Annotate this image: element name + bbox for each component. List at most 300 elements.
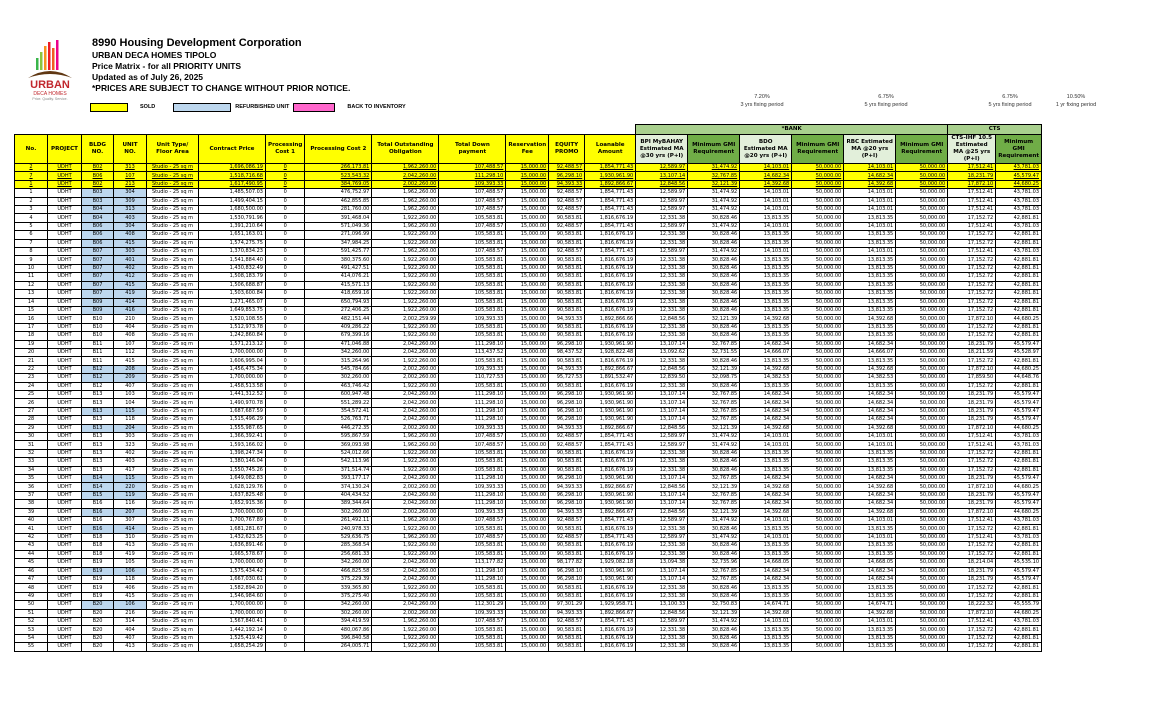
table-row[interactable] — [15, 399, 1042, 407]
table-cell: 14,682.34 — [740, 500, 792, 508]
table-cell: UDHT — [48, 643, 82, 651]
table-cell: 1,700,000.00 — [199, 559, 266, 567]
table-row[interactable] — [15, 172, 1042, 180]
table-cell: 50,000.00 — [896, 164, 948, 172]
table-cell: 90,583.81 — [549, 592, 585, 600]
table-row[interactable] — [15, 180, 1042, 188]
table-cell: 1,816,676.19 — [585, 449, 636, 457]
table-cell: B20 — [82, 617, 114, 625]
table-cell: 13,813.35 — [844, 281, 896, 289]
table-cell: 32,121.39 — [688, 483, 740, 491]
table-cell: 24 — [15, 382, 48, 390]
table-cell: Studio - 25 sq m — [147, 264, 199, 272]
table-cell: UDHT — [48, 508, 82, 516]
table-cell: 8 — [15, 248, 48, 256]
table-cell: 1,503,600.84 — [199, 290, 266, 298]
table-cell: 403 — [114, 458, 147, 466]
table-cell: 1,854,771.43 — [585, 206, 636, 214]
table-cell: 1,962,260.00 — [372, 189, 439, 197]
table-cell: 1,930,961.90 — [585, 340, 636, 348]
table-cell: 107,488.57 — [439, 617, 506, 625]
table-cell: B15 — [82, 491, 114, 499]
table-cell: B19 — [82, 567, 114, 575]
table-cell: 571,049.36 — [305, 222, 372, 230]
table-cell: 50,000.00 — [896, 416, 948, 424]
table-cell: B13 — [82, 424, 114, 432]
table-cell: 37 — [15, 491, 48, 499]
table-row[interactable] — [15, 508, 1042, 516]
table-cell: UDHT — [48, 222, 82, 230]
table-row[interactable] — [15, 525, 1042, 533]
table-row[interactable] — [15, 491, 1042, 499]
table-cell: 1,490,970.78 — [199, 399, 266, 407]
table-row[interactable] — [15, 475, 1042, 483]
table-cell: 13,813.35 — [844, 298, 896, 306]
table-cell: 119 — [114, 491, 147, 499]
table-cell: 1,962,260.00 — [372, 206, 439, 214]
table-cell: 32,121.39 — [688, 424, 740, 432]
table-cell: 1,962,260.00 — [372, 433, 439, 441]
table-row[interactable] — [15, 382, 1042, 390]
table-cell: 96,298.10 — [549, 500, 585, 508]
table-cell: 107,488.57 — [439, 164, 506, 172]
table-row[interactable] — [15, 575, 1042, 583]
table-row[interactable] — [15, 231, 1042, 239]
column-header: Reservation Fee — [506, 135, 549, 164]
table-cell: B13 — [82, 449, 114, 457]
table-row[interactable] — [15, 340, 1042, 348]
table-cell: 12,589.97 — [636, 248, 688, 256]
table-cell: 18,214.04 — [948, 559, 996, 567]
table-cell: 13,813.35 — [740, 634, 792, 642]
table-cell: 1,930,961.90 — [585, 390, 636, 398]
table-cell: 50,000.00 — [896, 239, 948, 247]
table-cell: 92,488.57 — [549, 433, 585, 441]
table-cell: Studio - 25 sq m — [147, 172, 199, 180]
table-row[interactable] — [15, 239, 1042, 247]
table-cell: 30,828.46 — [688, 449, 740, 457]
table-cell: 17,152.72 — [948, 449, 996, 457]
table-cell: 13,813.35 — [740, 273, 792, 281]
table-cell: 15,000.00 — [506, 416, 549, 424]
table-cell: UDHT — [48, 533, 82, 541]
table-cell: Studio - 25 sq m — [147, 281, 199, 289]
table-cell: Studio - 25 sq m — [147, 248, 199, 256]
table-cell: 43,781.03 — [996, 248, 1042, 256]
table-cell: 42,881.81 — [996, 332, 1042, 340]
table-row[interactable] — [15, 306, 1042, 314]
table-row[interactable] — [15, 609, 1042, 617]
table-row[interactable] — [15, 441, 1042, 449]
table-cell: 15,000.00 — [506, 197, 549, 205]
table-cell: B19 — [82, 592, 114, 600]
table-row[interactable] — [15, 323, 1042, 331]
table-row[interactable] — [15, 416, 1042, 424]
legend-label-back-to-inventory: BACK TO INVENTORY — [347, 104, 406, 110]
table-cell: 1,930,961.90 — [585, 399, 636, 407]
table-cell: 105,583.81 — [439, 231, 506, 239]
table-cell: 15,000.00 — [506, 500, 549, 508]
table-row[interactable] — [15, 332, 1042, 340]
table-cell: 15,000.00 — [506, 601, 549, 609]
table-cell: 15,000.00 — [506, 550, 549, 558]
table-cell: 90,583.81 — [549, 643, 585, 651]
table-cell: B12 — [82, 382, 114, 390]
table-cell: 50,000.00 — [792, 416, 844, 424]
table-cell: 1,962,260.00 — [372, 533, 439, 541]
table-row[interactable] — [15, 517, 1042, 525]
table-cell: 419 — [114, 290, 147, 298]
table-cell: 1,816,676.19 — [585, 542, 636, 550]
table-cell: 96,298.10 — [549, 575, 585, 583]
table-cell: B13 — [82, 407, 114, 415]
table-row[interactable] — [15, 248, 1042, 256]
table-cell: 1,930,961.90 — [585, 475, 636, 483]
table-row[interactable] — [15, 617, 1042, 625]
table-cell: 0 — [266, 508, 305, 516]
table-cell: 14,392.68 — [844, 609, 896, 617]
table-cell: 17,872.10 — [948, 508, 996, 516]
table-cell: Studio - 25 sq m — [147, 416, 199, 424]
column-header: Loanable Amount — [585, 135, 636, 164]
table-cell: 1,922,260.00 — [372, 214, 439, 222]
table-cell: 13,813.35 — [740, 290, 792, 298]
table-cell: 50,000.00 — [896, 390, 948, 398]
table-cell: 1,636,891.46 — [199, 542, 266, 550]
table-cell: 30,828.46 — [688, 264, 740, 272]
column-header: CTS-IHF 10.5 Estimated MA @25 yrs (P+I) — [948, 135, 996, 164]
table-cell: Studio - 25 sq m — [147, 231, 199, 239]
table-cell: 16 — [15, 315, 48, 323]
table-row[interactable] — [15, 433, 1042, 441]
table-cell: 30,828.46 — [688, 550, 740, 558]
table-cell: 50,000.00 — [896, 475, 948, 483]
table-row[interactable] — [15, 424, 1042, 432]
table-cell: 109,393.33 — [439, 609, 506, 617]
table-cell: 50,000.00 — [792, 634, 844, 642]
table-cell: B13 — [82, 441, 114, 449]
table-row[interactable] — [15, 298, 1042, 306]
table-cell: 18,231.79 — [948, 475, 996, 483]
table-row[interactable] — [15, 197, 1042, 205]
table-cell: 18,231.79 — [948, 567, 996, 575]
table-cell: 1,700,767.89 — [199, 517, 266, 525]
table-cell: 1,366,392.41 — [199, 433, 266, 441]
table-cell: 50,000.00 — [896, 626, 948, 634]
table-cell: 50,000.00 — [792, 441, 844, 449]
table-cell: UDHT — [48, 348, 82, 356]
table-cell: 30,828.46 — [688, 542, 740, 550]
table-cell: 92,488.57 — [549, 248, 585, 256]
table-cell: 17,152.72 — [948, 239, 996, 247]
rate-bpi: 7.20% 3 yrs fixing period — [740, 94, 784, 108]
table-cell: 111,298.10 — [439, 172, 506, 180]
table-cell: 17,872.10 — [948, 483, 996, 491]
table-cell: 105,583.81 — [439, 634, 506, 642]
table-row[interactable] — [15, 542, 1042, 550]
table-row[interactable] — [15, 601, 1042, 609]
table-cell: 12,331.38 — [636, 239, 688, 247]
table-cell: 207 — [114, 508, 147, 516]
column-header: BLDG NO. — [82, 135, 114, 164]
table-row[interactable] — [15, 214, 1042, 222]
table-cell: 1,541,884.40 — [199, 256, 266, 264]
column-header: Unit Type/ Floor Area — [147, 135, 199, 164]
table-cell: 12,331.38 — [636, 281, 688, 289]
table-cell: B03 — [82, 197, 114, 205]
project-name: URBAN DECA HOMES TIPOLO — [92, 50, 217, 60]
table-row[interactable] — [15, 390, 1042, 398]
table-cell: 50,000.00 — [896, 264, 948, 272]
table-cell: 50,000.00 — [896, 567, 948, 575]
table-cell: 551,289.22 — [305, 399, 372, 407]
table-cell: 17,512.41 — [948, 248, 996, 256]
table-row[interactable] — [15, 533, 1042, 541]
table-cell: 107,488.57 — [439, 433, 506, 441]
table-cell: 32,121.39 — [688, 508, 740, 516]
table-cell: 17,872.10 — [948, 424, 996, 432]
table-cell: 393,177.17 — [305, 475, 372, 483]
table-cell: 384,769.05 — [305, 180, 372, 188]
table-cell: 13,813.35 — [740, 323, 792, 331]
table-cell: 104 — [114, 399, 147, 407]
table-cell: 41 — [15, 525, 48, 533]
table-cell: 1,816,676.19 — [585, 525, 636, 533]
table-cell: UDHT — [48, 441, 82, 449]
rate-cts: 10.50% 1 yr fixing period — [1055, 94, 1097, 108]
table-cell: 1,854,771.43 — [585, 222, 636, 230]
table-cell: 50,000.00 — [792, 189, 844, 197]
table-cell: 374,130.24 — [305, 483, 372, 491]
table-cell: 50,000.00 — [792, 575, 844, 583]
table-cell: 50,000.00 — [792, 273, 844, 281]
table-cell: 415 — [114, 592, 147, 600]
table-cell: 15 — [15, 306, 48, 314]
table-cell: Studio - 25 sq m — [147, 357, 199, 365]
table-cell: 106 — [114, 567, 147, 575]
table-cell: 50,000.00 — [896, 222, 948, 230]
table-cell: UDHT — [48, 256, 82, 264]
table-cell: 42,881.81 — [996, 458, 1042, 466]
table-cell: 17,152.72 — [948, 357, 996, 365]
table-row[interactable] — [15, 189, 1042, 197]
table-cell: 42,881.81 — [996, 542, 1042, 550]
table-cell: UDHT — [48, 449, 82, 457]
table-cell: Studio - 25 sq m — [147, 222, 199, 230]
table-row[interactable] — [15, 374, 1042, 382]
table-cell: 1,922,260.00 — [372, 449, 439, 457]
table-row[interactable] — [15, 559, 1042, 567]
table-cell: 13,813.35 — [844, 584, 896, 592]
table-cell: 43,781.03 — [996, 533, 1042, 541]
table-cell: 14,666.07 — [740, 348, 792, 356]
table-cell: 1,854,771.43 — [585, 533, 636, 541]
table-row[interactable] — [15, 550, 1042, 558]
table-cell: 2,002,260.00 — [372, 609, 439, 617]
table-cell: 1,962,260.00 — [372, 197, 439, 205]
table-cell: 369,093.98 — [305, 441, 372, 449]
table-cell: 0 — [266, 491, 305, 499]
table-cell: 27 — [15, 407, 48, 415]
table-cell: 111,298.10 — [439, 491, 506, 499]
table-cell: 109,393.33 — [439, 315, 506, 323]
table-cell: 1,816,676.19 — [585, 290, 636, 298]
table-cell: 261,492.11 — [305, 517, 372, 525]
table-cell: Studio - 25 sq m — [147, 542, 199, 550]
table-cell: 7 — [15, 239, 48, 247]
table-cell: UDHT — [48, 466, 82, 474]
table-row[interactable] — [15, 626, 1042, 634]
table-cell: 113,177.82 — [439, 559, 506, 567]
table-cell: 13,813.35 — [740, 458, 792, 466]
table-cell: 13,107.14 — [636, 500, 688, 508]
table-cell: 14,682.34 — [844, 172, 896, 180]
table-row[interactable] — [15, 365, 1042, 373]
table-cell: 17,512.41 — [948, 533, 996, 541]
table-cell: 0 — [266, 424, 305, 432]
table-cell: 94,393.33 — [549, 315, 585, 323]
table-row[interactable] — [15, 281, 1042, 289]
table-row[interactable] — [15, 290, 1042, 298]
table-cell: 32,767.85 — [688, 500, 740, 508]
table-cell: 50,000.00 — [896, 256, 948, 264]
table-cell: 107,488.57 — [439, 441, 506, 449]
table-row[interactable] — [15, 222, 1042, 230]
table-row[interactable] — [15, 643, 1042, 651]
table-cell: 105,583.81 — [439, 542, 506, 550]
table-row[interactable] — [15, 449, 1042, 457]
table-cell: 12,589.97 — [636, 517, 688, 525]
table-row[interactable] — [15, 256, 1042, 264]
table-row[interactable] — [15, 634, 1042, 642]
table-row[interactable] — [15, 264, 1042, 272]
table-cell: 50,000.00 — [896, 424, 948, 432]
table-row[interactable] — [15, 592, 1042, 600]
table-cell: 1,892,866.67 — [585, 424, 636, 432]
table-cell: 12,589.97 — [636, 197, 688, 205]
table-cell: 42 — [15, 533, 48, 541]
table-cell: 1,922,260.00 — [372, 626, 439, 634]
table-cell: 18,231.79 — [948, 390, 996, 398]
table-row[interactable] — [15, 407, 1042, 415]
table-cell: 14,392.68 — [844, 180, 896, 188]
table-cell: 1,582,894.20 — [199, 584, 266, 592]
table-cell: 13,813.35 — [740, 626, 792, 634]
table-cell: 15,000.00 — [506, 248, 549, 256]
table-cell: 12,848.56 — [636, 180, 688, 188]
table-cell: 15,000.00 — [506, 525, 549, 533]
table-cell: 304 — [114, 222, 147, 230]
table-cell: 94,393.33 — [549, 483, 585, 491]
table-row[interactable] — [15, 466, 1042, 474]
table-cell: 302,260.00 — [305, 609, 372, 617]
table-cell: 1,700,000.00 — [199, 601, 266, 609]
table-cell: 2,042,260.00 — [372, 567, 439, 575]
table-row[interactable] — [15, 164, 1042, 172]
table-cell: 0 — [266, 189, 305, 197]
table-row[interactable] — [15, 483, 1042, 491]
table-cell: 90,583.81 — [549, 550, 585, 558]
table-cell: 2,002,259.99 — [372, 315, 439, 323]
table-cell: 0 — [266, 390, 305, 398]
table-cell: 92,488.57 — [549, 517, 585, 525]
table-cell: 30,828.46 — [688, 306, 740, 314]
column-header: RBC Estimated MA @20 yrs (P+I) — [844, 135, 896, 164]
table-cell: 45,579.47 — [996, 491, 1042, 499]
table-cell: 105,583.81 — [439, 290, 506, 298]
table-cell: 13,813.35 — [844, 231, 896, 239]
table-cell: 310 — [114, 533, 147, 541]
table-cell: 595,867.59 — [305, 433, 372, 441]
table-cell: 1,700,000.00 — [199, 508, 266, 516]
table-cell: 50 — [15, 601, 48, 609]
table-cell: 95,727.53 — [549, 374, 585, 382]
table-cell: 1,854,771.43 — [585, 248, 636, 256]
table-cell: 50,000.00 — [792, 281, 844, 289]
table-cell: 14,103.01 — [844, 533, 896, 541]
subtitle: Price Matrix - for all PRIORITY UNITS — [92, 61, 242, 71]
table-cell: 0 — [266, 239, 305, 247]
table-cell: 50,000.00 — [896, 374, 948, 382]
table-cell: 31,474.92 — [688, 164, 740, 172]
table-cell: 42,881.81 — [996, 449, 1042, 457]
table-cell: 1,574,275.75 — [199, 239, 266, 247]
table-cell: Studio - 25 sq m — [147, 348, 199, 356]
table-cell: 50,000.00 — [792, 643, 844, 651]
table-cell: UDHT — [48, 264, 82, 272]
table-cell: 45 — [15, 559, 48, 567]
table-row[interactable] — [15, 357, 1042, 365]
table-cell: 404 — [114, 626, 147, 634]
svg-text:DECA HOMES: DECA HOMES — [33, 91, 67, 97]
table-cell: 30,828.46 — [688, 214, 740, 222]
table-cell: 17,152.72 — [948, 290, 996, 298]
table-cell: 115 — [114, 475, 147, 483]
table-cell: 14,666.07 — [844, 348, 896, 356]
table-row[interactable] — [15, 500, 1042, 508]
table-cell: 118 — [114, 416, 147, 424]
table-cell: 1,854,771.43 — [585, 441, 636, 449]
table-cell: 42,881.81 — [996, 231, 1042, 239]
table-cell: 1,652,915.36 — [199, 500, 266, 508]
table-cell: 1,922,260.00 — [372, 382, 439, 390]
table-row[interactable] — [15, 584, 1042, 592]
table-row[interactable] — [15, 206, 1042, 214]
table-cell: 13,813.35 — [844, 634, 896, 642]
table-row[interactable] — [15, 458, 1042, 466]
table-cell: 1,370,834.23 — [199, 248, 266, 256]
table-cell: 50,000.00 — [896, 441, 948, 449]
table-row[interactable] — [15, 567, 1042, 575]
table-cell: 13,813.35 — [844, 214, 896, 222]
table-cell: 96,298.10 — [549, 390, 585, 398]
table-row[interactable] — [15, 315, 1042, 323]
table-cell: 302,260.00 — [305, 374, 372, 382]
table-cell: 1,922,260.00 — [372, 281, 439, 289]
table-cell: 14,392.68 — [740, 609, 792, 617]
table-row[interactable] — [15, 273, 1042, 281]
company-name: 8990 Housing Development Corporation — [92, 37, 302, 49]
table-cell: 13,813.35 — [740, 592, 792, 600]
table-row[interactable] — [15, 348, 1042, 356]
table-cell: Studio - 25 sq m — [147, 374, 199, 382]
table-cell: UDHT — [48, 374, 82, 382]
table-cell: 1,922,260.00 — [372, 290, 439, 298]
table-cell: 17,872.10 — [948, 180, 996, 188]
svg-text:URBAN: URBAN — [30, 79, 70, 91]
table-cell: 45,579.47 — [996, 399, 1042, 407]
table-cell: 1,922,260.00 — [372, 298, 439, 306]
